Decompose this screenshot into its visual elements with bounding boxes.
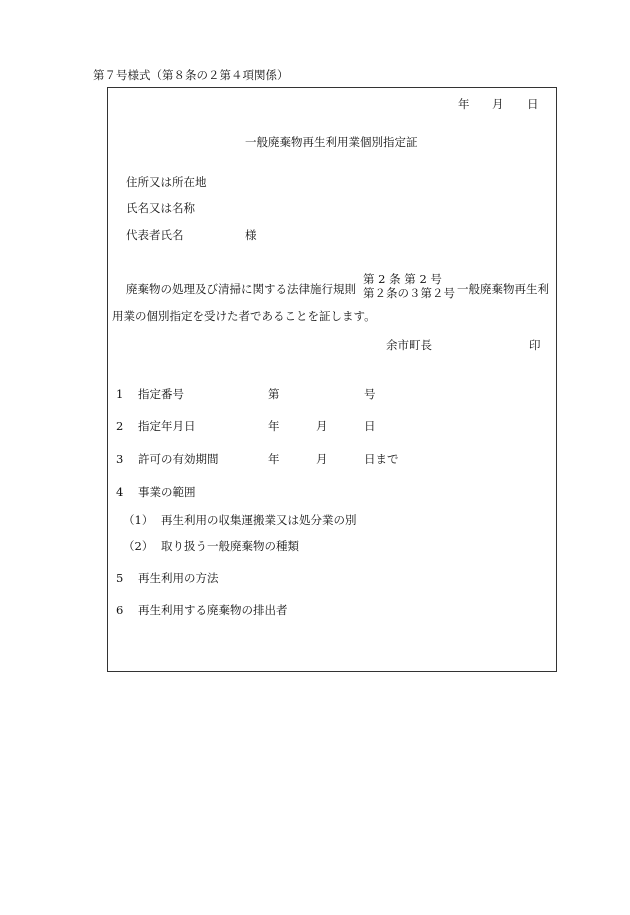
item-4-number: 4 [116, 485, 124, 499]
item-2-label: 指定年月日 [138, 419, 196, 433]
honorific-label: 様 [245, 228, 257, 242]
statement-prefix: 廃棄物の処理及び清掃に関する法律施行規則 [126, 282, 356, 296]
item-4-label: 事業の範囲 [138, 485, 196, 499]
item-5-label: 再生利用の方法 [138, 571, 219, 585]
address-label: 住所又は所在地 [126, 175, 207, 189]
item-3-number: 3 [116, 452, 124, 466]
item-2-day: 日 [364, 419, 376, 433]
subitem-1-number: （1） [123, 513, 154, 527]
item-6-label: 再生利用する廃棄物の排出者 [138, 603, 288, 617]
statement-article-choice [363, 274, 455, 299]
representative-label: 代表者氏名 [126, 228, 184, 242]
seal-mark: 印 [529, 338, 541, 352]
item-3-year: 年 [268, 452, 280, 466]
subitem-1-label: 再生利用の収集運搬業又は処分業の別 [161, 513, 357, 527]
item-1-suffix: 号 [364, 387, 376, 401]
subitem-2-label: 取り扱う一般廃棄物の種類 [161, 539, 299, 553]
item-3-until: 日まで [364, 452, 399, 466]
statement-article-lower: 第２条の３第２号 [363, 285, 455, 300]
certificate-title: 一般廃棄物再生利用業個別指定証 [245, 135, 418, 149]
date-month-label: 月 [492, 97, 504, 111]
form-number-label: 第７号様式（第８条の２第４項関係） [93, 68, 289, 82]
item-1-label: 指定番号 [138, 387, 184, 401]
issuer-name: 余市町長 [386, 338, 432, 352]
date-year-label: 年 [458, 97, 470, 111]
item-3-label: 許可の有効期間 [138, 452, 219, 466]
subitem-2-number: （2） [123, 539, 154, 553]
item-2-year: 年 [268, 419, 280, 433]
date-day-label: 日 [527, 97, 539, 111]
item-6-number: 6 [116, 603, 124, 617]
statement-article-upper: 第 2 条 第 2 号 [363, 272, 442, 286]
item-1-prefix: 第 [268, 387, 280, 401]
item-1-number: 1 [116, 387, 124, 401]
item-3-month: 月 [316, 452, 328, 466]
name-label: 氏名又は名称 [126, 201, 195, 215]
item-5-number: 5 [116, 571, 124, 585]
item-2-month: 月 [316, 419, 328, 433]
statement-suffix: 一般廃棄物再生利 [457, 282, 549, 296]
statement-line-2: 用業の個別指定を受けた者であることを証します。 [112, 309, 376, 323]
item-2-number: 2 [116, 419, 124, 433]
